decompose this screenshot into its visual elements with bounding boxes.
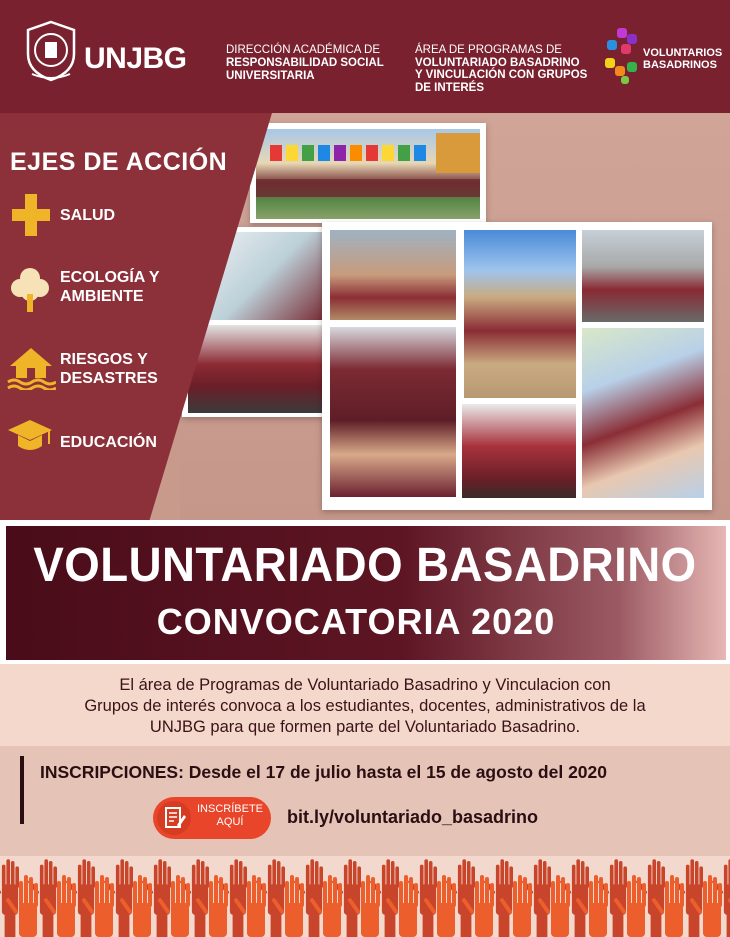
inscribete-button-label: INSCRÍBETE AQUÍ [196, 803, 263, 828]
inscripciones-text: INSCRIPCIONES: Desde el 17 de julio hasta el 15 de agosto del 2020 [40, 762, 607, 782]
form-edit-icon [157, 801, 191, 835]
photo-banner-group [462, 404, 576, 498]
photo-group-street [582, 230, 704, 322]
graduation-cap-icon [6, 418, 54, 454]
photo-crowd [330, 327, 456, 497]
description-text: El área de Programas de Voluntariado Basadrino y Vinculacion con Grupos de interés convoca a los estudiantes, docentes, administrativos de la UNJBG para que formen parte del Voluntariado Basadrino. [84, 676, 646, 736]
tree-icon [10, 264, 50, 314]
eje-educacion: EDUCACIÓN [60, 434, 157, 451]
photo-voluntario-sign [256, 129, 480, 219]
university-logo-text: UNJBG [84, 42, 187, 75]
voluntarios-logo-text: VOLUNTARIOS BASADRINOS [643, 47, 723, 71]
house-flood-icon [6, 346, 56, 390]
direccion-academica: DIRECCIÓN ACADÉMICA DE RESPONSABILIDAD SOCIAL UNIVERSITARIA [226, 44, 384, 82]
photo-planting-2 [464, 230, 576, 398]
photo-donations [582, 328, 704, 498]
banner-title: VOLUNTARIADO BASADRINO [33, 539, 697, 592]
eje-ecologia: ECOLOGÍA Y AMBIENTE [60, 269, 160, 305]
inscripciones-bar [20, 756, 24, 824]
ejes-title: EJES DE ACCIÓN [10, 148, 228, 176]
university-seal-icon [24, 20, 78, 82]
banner-subtitle: CONVOCATORIA 2020 [156, 601, 556, 642]
raised-hands-icon [0, 845, 730, 937]
health-cross-icon [12, 194, 50, 236]
eje-riesgos: RIESGOS Y DESASTRES [60, 351, 158, 387]
inscribete-button[interactable] [153, 797, 271, 839]
registration-link[interactable]: bit.ly/voluntariado_basadrino [287, 807, 539, 827]
voluntarios-logo-icon [603, 26, 643, 92]
eje-salud: SALUD [60, 207, 116, 224]
photo-group-standing [188, 325, 322, 413]
area-programas: ÁREA DE PROGRAMAS DE VOLUNTARIADO BASADRINO Y VINCULACIÓN CON GRUPOS DE INTERÉS [415, 44, 588, 94]
header [0, 0, 730, 113]
colorful-letters-graphic [256, 129, 480, 219]
photo-planting-1 [330, 230, 456, 320]
